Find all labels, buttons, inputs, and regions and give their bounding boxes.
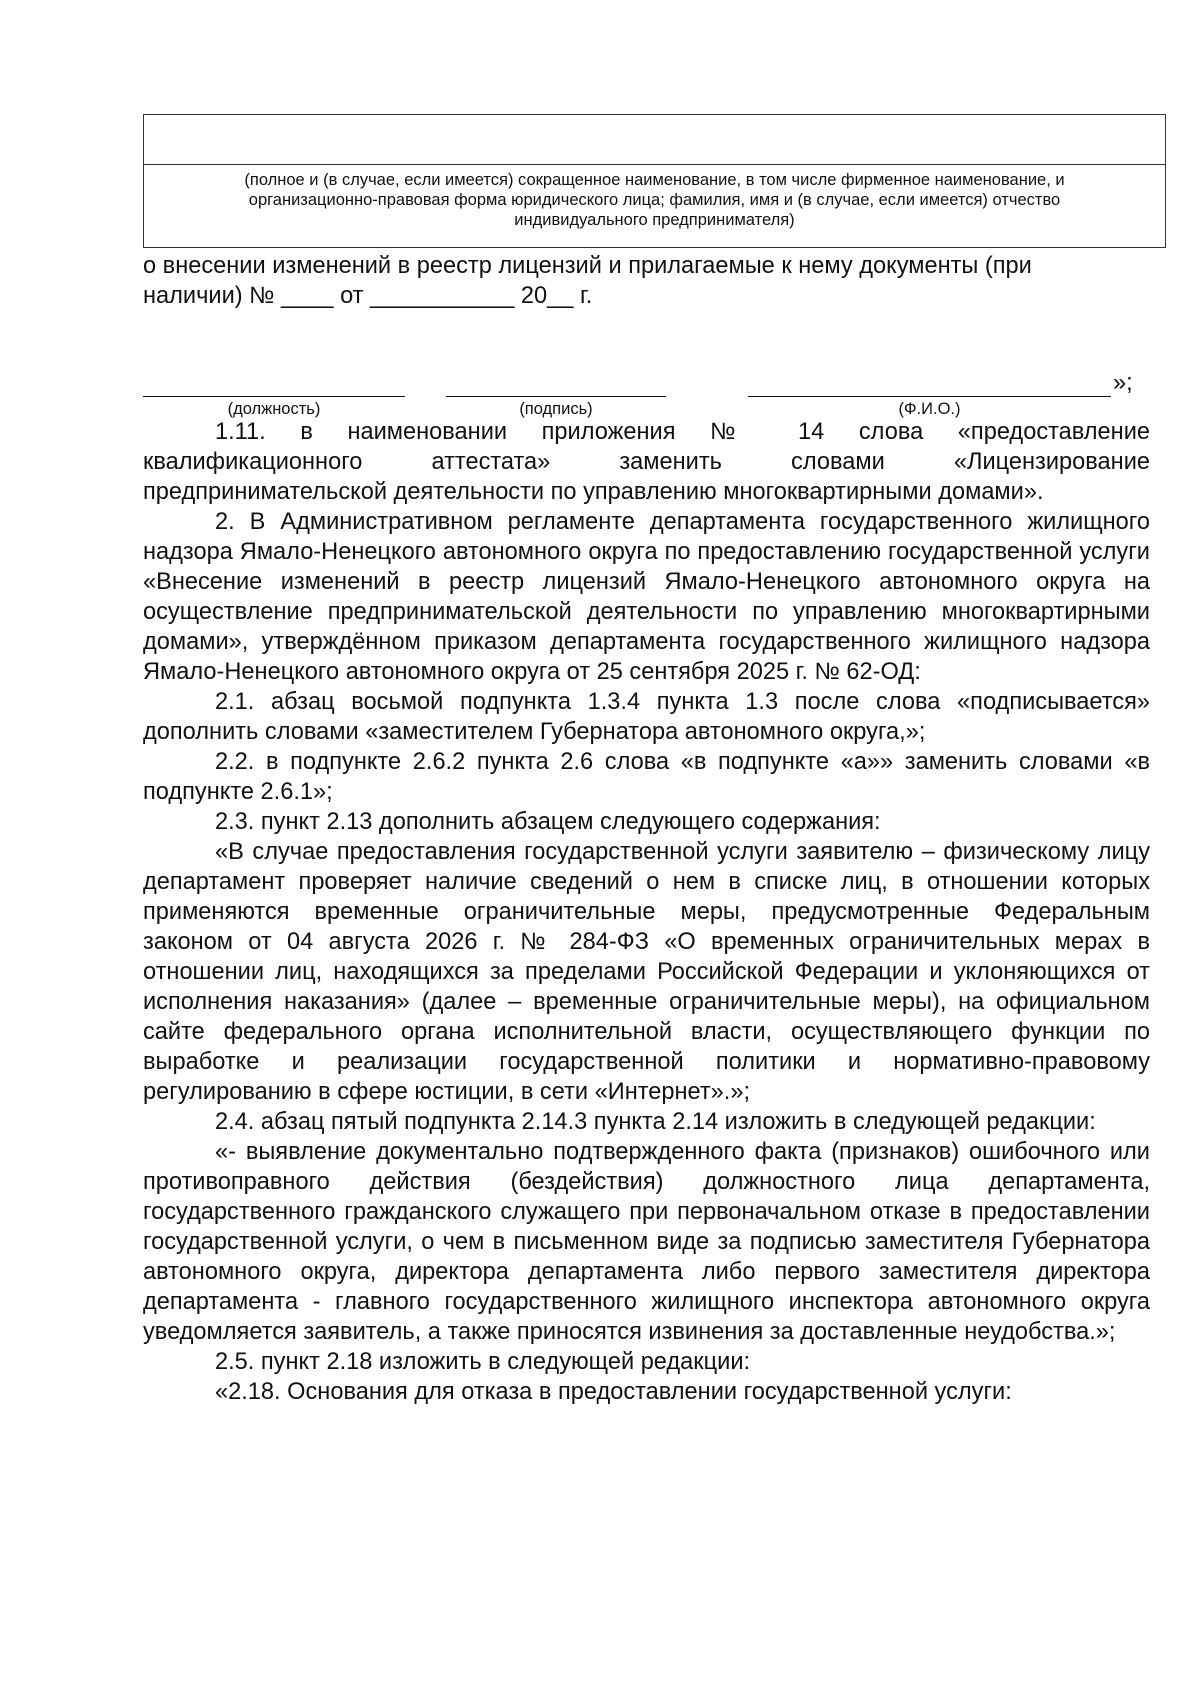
applicant-name-box [143, 114, 1166, 248]
paragraph-1-11: 1.11. в наименовании приложения № 14 слова «предоставление квалификационного аттестата» заменить словами «Лицензирование предпринимательской деятельности по управлению многоквартирными домами». [143, 419, 1150, 505]
name-label: (Ф.И.О.) [898, 400, 961, 418]
paragraph-2: 2. В Административном регламенте департамента государственного жилищного надзора Ямало-Ненецкого автономного округа по предоставлению государственной услуги «Внесение изменений в реестр лицензий Ямало-Ненецкого автономного округа на осуществление предпринимательской деятельности по управлению многоквартирными домами», утверждённом приказом департамента государственного жилищного надзора Ямало-Ненецкого автономного округа от 25 сентября 2025 г. № 62-ОД: [143, 509, 1150, 685]
paragraph-2-4-quote: «- выявление документально подтвержденного факта (признаков) ошибочного или противоправного действия (бездействия) должностного лица департамента, государственного гражданского служащего при первоначальном отказе в предоставлении государственной услуги, о чем в письменном виде за подписью заместителя Губернатора автономного округа, директора департамента либо первого заместителя директора департамента - главного государственного жилищного инспектора автономного округа уведомляется заявитель, а также приносятся извинения за доставленные неудобства.»; [143, 1139, 1150, 1345]
paragraph-2-2: 2.2. в подпункте 2.6.2 пункта 2.6 слова «в подпункте «а»» заменить словами «в подпункте 2.6.1»; [143, 749, 1150, 805]
intro-line-1: о внесении изменений в реестр лицензий и прилагаемые к нему документы (при [143, 253, 1032, 279]
paragraph-2-3-quote: «В случае предоставления государственной услуги заявителю – физическому лицу департамент проверяет наличие сведений о нем в списке лиц, в отношении которых применяются временные ограничительные меры, предусмотренные Федеральным законом от 04 августа 2026 г. № 284-ФЗ «О временных ограничительных мерах в отношении лиц, находящихся за пределами Российской Федерации и уклоняющихся от исполнения наказания» (далее – временные ограничительные меры), на официальном сайте федерального органа исполнительной власти, осуществляющего функции по выработке и реализации государственной политики и нормативно-правовому регулированию в сфере юстиции, в сети «Интернет».»; [143, 839, 1150, 1105]
paragraph-2-5: 2.5. пункт 2.18 изложить в следующей редакции: [215, 1349, 751, 1375]
signature-line [446, 396, 666, 397]
paragraph-2-4: 2.4. абзац пятый подпункта 2.14.3 пункта 2.14 изложить в следующей редакции: [215, 1109, 1096, 1135]
signature-row [143, 368, 1173, 418]
applicant-name-caption: (полное и (в случае, если имеется) сокращенное наименование, в том числе фирменное наименование, и организационно-правовая форма юридического лица; фамилия, имя и (в случае, если имеется) отчество индивидуального предпринимателя) [244, 171, 1065, 229]
closing-quote: »; [1113, 370, 1133, 396]
document-body [143, 417, 1150, 1407]
intro-text [143, 251, 1150, 311]
position-line [143, 396, 405, 397]
signature-label: (подпись) [519, 400, 593, 418]
name-line [748, 396, 1111, 397]
paragraph-2-1: 2.1. абзац восьмой подпункта 1.3.4 пункта 1.3 после слова «подписывается» дополнить словами «заместителем Губернатора автономного округа,»; [143, 689, 1150, 745]
paragraph-2-18: «2.18. Основания для отказа в предоставлении государственной услуги: [215, 1379, 1012, 1405]
intro-line-2: наличии) № ____ от ___________ 20__ г. [143, 283, 593, 309]
position-label: (должность) [227, 400, 321, 418]
applicant-name-field [144, 115, 1165, 165]
paragraph-2-3: 2.3. пункт 2.13 дополнить абзацем следующего содержания: [215, 809, 881, 835]
